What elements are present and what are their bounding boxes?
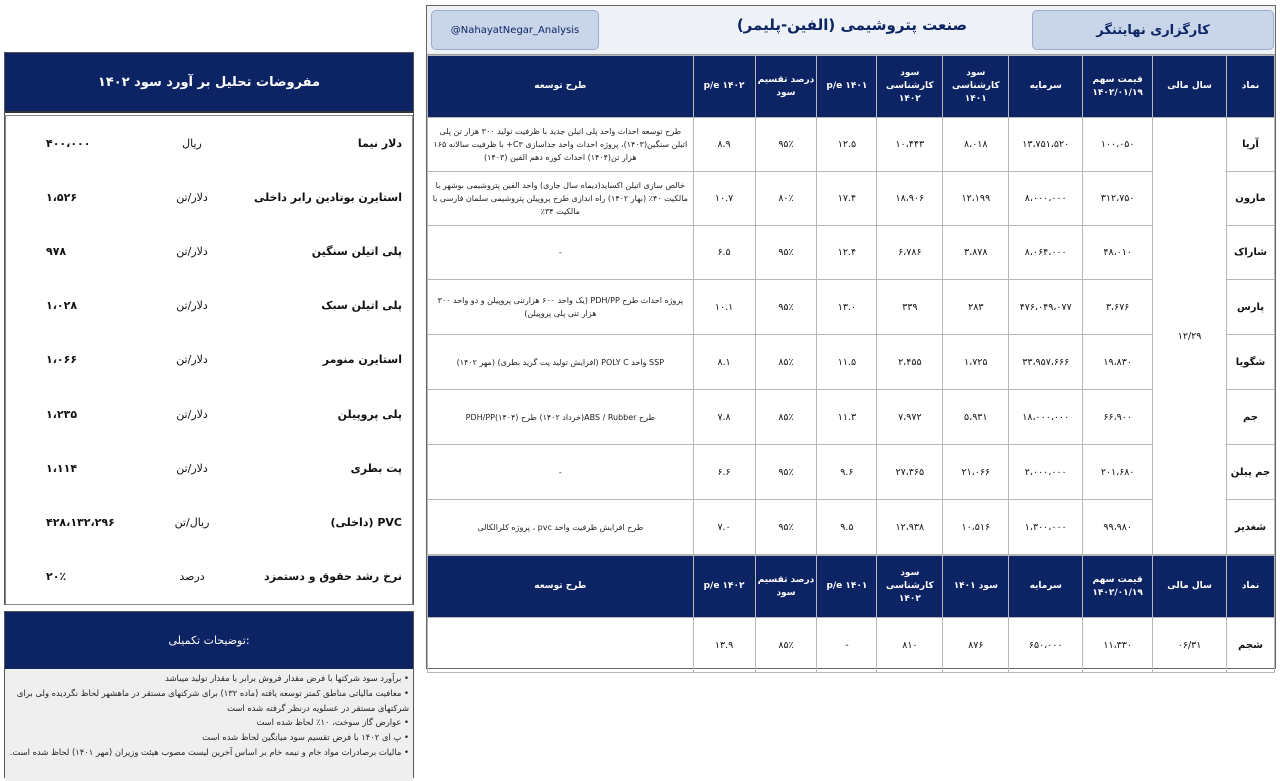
assumptions-title: مفروضات تحلیل بر آورد سود ۱۴۰۲ xyxy=(5,53,413,113)
pe1401-cell: ۱۷.۴ xyxy=(817,172,877,226)
plan-cell: SSP واحد POLY C (افزایش تولید پت گرید بطری) (مهر ۱۴۰۲) xyxy=(428,335,694,390)
capital-cell: ۸،۰۰۰،۰۰۰ xyxy=(1009,172,1083,226)
eps1402-cell: ۲،۴۵۵ xyxy=(877,335,943,390)
payout-cell: ۹۵٪ xyxy=(755,445,817,500)
note-item xyxy=(9,671,409,686)
assumption-label: دلار نیما xyxy=(357,136,402,150)
assumption-label: پلی اتیلن سبک xyxy=(321,299,402,313)
table-row xyxy=(428,500,1275,555)
table2-row xyxy=(428,618,1275,673)
note-item xyxy=(9,715,409,730)
companies-table xyxy=(427,55,1275,555)
table-row xyxy=(428,390,1275,445)
notes-list xyxy=(5,669,413,781)
plan-cell: طرح افزایش ظرفیت واحد pvc ، پروژه کلرالکالی xyxy=(428,500,694,555)
second-table xyxy=(427,555,1275,673)
assumption-row xyxy=(6,279,412,333)
assumption-row xyxy=(6,387,412,441)
table-row xyxy=(428,445,1275,500)
assumption-row xyxy=(6,550,412,604)
assumption-value: ۲۰٪ xyxy=(46,570,67,584)
pe1402-cell: ۸.۱ xyxy=(693,335,755,390)
bullet-icon: • xyxy=(401,687,409,698)
eps1401-cell: ۲۸۳ xyxy=(943,280,1009,335)
assumption-unit: ریال/تن xyxy=(174,515,210,529)
assumption-value: ۴۰۰،۰۰۰ xyxy=(46,136,91,150)
pe1401-cell: ۹.۶ xyxy=(817,445,877,500)
column-header: نماد xyxy=(1227,556,1275,618)
bullet-icon: • xyxy=(401,717,409,728)
panel-header xyxy=(427,6,1275,55)
symbol-cell[interactable]: جم پیلن xyxy=(1227,445,1275,500)
table-row xyxy=(428,118,1275,172)
capital-cell: ۱،۳۰۰،۰۰۰ xyxy=(1009,500,1083,555)
industry-panel xyxy=(426,5,1276,669)
plan-cell: طرح ABS / Rubber(خرداد ۱۴۰۲) طرح PDH/PP(۱۴۰۴) xyxy=(428,390,694,445)
assumption-row xyxy=(6,224,412,278)
price-cell: ۱۰۰،۰۵۰ xyxy=(1083,118,1153,172)
assumption-value: ۱،۰۲۸ xyxy=(46,299,78,313)
plan-cell: خالص سازی اتیلن اکساید(دیماه سال جاری) واحد الفین پتروشیمی بوشهر با مالکیت ۴۰٪ (بهار ۱۴۰۲) راه اندازی طرح پروپیلن پتروشیمی سلمان فارسی با مالکیت ۳۴٪ xyxy=(428,172,694,226)
payout-cell: ۸۰٪ xyxy=(755,172,817,226)
channel-handle[interactable]: @NahayatNegar_Analysis xyxy=(431,10,599,50)
notes-panel xyxy=(4,611,414,778)
assumption-label: PVC (داخلی) xyxy=(330,515,402,529)
assumptions-panel xyxy=(4,52,414,605)
price-cell: ۱۹،۸۳۰ xyxy=(1083,335,1153,390)
price-cell: ۱۱،۳۳۰ xyxy=(1083,618,1153,673)
assumption-unit: دلار/تن xyxy=(176,190,208,204)
assumption-unit: درصد xyxy=(179,570,205,584)
assumption-unit: دلار/تن xyxy=(176,353,208,367)
symbol-cell[interactable]: پارس xyxy=(1227,280,1275,335)
pe1402-cell: ۷.۸ xyxy=(693,390,755,445)
plan-cell: پروژه احداث طرح PDH/PP (یک واحد ۶۰۰ هزارتنی پروپیلن و دو واحد ۳۰۰ هزار تنی پلی پروپیلن) xyxy=(428,280,694,335)
plan-cell: - xyxy=(428,226,694,280)
column-header: p/e ۱۴۰۱ xyxy=(817,56,877,118)
assumption-value: ۱،۵۲۶ xyxy=(46,190,78,204)
note-text: مالیات برصادرات مواد خام و نیمه خام بر اساس آخرین لیست مصوب هیئت وزیران (مهر ۱۴۰۱) لحاظ شده است. xyxy=(9,746,402,757)
capital-cell: ۳۳،۹۵۷،۶۶۶ xyxy=(1009,335,1083,390)
column-header: سرمایه xyxy=(1009,556,1083,618)
note-item xyxy=(9,686,409,716)
pe1401-cell: ۱۲.۴ xyxy=(817,226,877,280)
pe1402-cell: ۱۰.۷ xyxy=(693,172,755,226)
assumption-label: استایرن منومر xyxy=(322,353,402,367)
payout-cell: ۸۵٪ xyxy=(755,390,817,445)
note-item xyxy=(9,745,409,760)
column-header: سال مالی xyxy=(1153,56,1227,118)
eps1401-cell: ۵،۹۳۱ xyxy=(943,390,1009,445)
symbol-cell[interactable]: آریا xyxy=(1227,118,1275,172)
eps1402-cell: ۲۷،۳۶۵ xyxy=(877,445,943,500)
assumption-label: نرخ رشد حقوق و دستمزد xyxy=(264,570,402,584)
price-cell: ۳۱۲،۷۵۰ xyxy=(1083,172,1153,226)
assumption-row xyxy=(6,170,412,224)
symbol-cell[interactable]: مارون xyxy=(1227,172,1275,226)
assumption-label: استایرن بوتادین رابر داخلی xyxy=(253,190,402,204)
price-cell: ۲۰۱،۶۸۰ xyxy=(1083,445,1153,500)
payout-cell: ۹۵٪ xyxy=(755,500,817,555)
column-header: طرح توسعه xyxy=(428,56,694,118)
price-cell: ۳،۶۷۶ xyxy=(1083,280,1153,335)
column-header: درصد تقسیم سود xyxy=(755,56,817,118)
assumption-label: پلی پروپیلن xyxy=(337,407,402,421)
eps1402-cell: ۷،۹۷۲ xyxy=(877,390,943,445)
pe1401-cell: ۱۳.۰ xyxy=(817,280,877,335)
table-row xyxy=(428,172,1275,226)
column-header: سود کارشناسی ۱۴۰۲ xyxy=(877,556,943,618)
pe1402-cell: ۶.۵ xyxy=(693,226,755,280)
assumption-unit: دلار/تن xyxy=(176,461,208,475)
table-row xyxy=(428,226,1275,280)
notes-title: توضیحات تکمیلی: xyxy=(5,612,413,669)
eps1402-cell: ۱۲،۹۳۸ xyxy=(877,500,943,555)
assumption-row xyxy=(6,495,412,549)
column-header: سود کارشناسی ۱۴۰۱ xyxy=(943,56,1009,118)
payout-cell: ۸۵٪ xyxy=(755,618,817,673)
column-header: p/e ۱۴۰۲ xyxy=(693,56,755,118)
pe1401-cell: ۱۲.۵ xyxy=(817,118,877,172)
column-header: سود ۱۴۰۱ xyxy=(943,556,1009,618)
column-header: سال مالی xyxy=(1153,556,1227,618)
bullet-icon: • xyxy=(401,673,409,683)
price-cell: ۹۹،۹۸۰ xyxy=(1083,500,1153,555)
plan-cell: - xyxy=(428,445,694,500)
pe1402-cell: ۶.۶ xyxy=(693,445,755,500)
table-row xyxy=(428,335,1275,390)
eps1401-cell: ۸،۰۱۸ xyxy=(943,118,1009,172)
column-header: سود کارشناسی ۱۴۰۲ xyxy=(877,56,943,118)
symbol-cell[interactable]: جم xyxy=(1227,390,1275,445)
pe1401-cell: ۱۱.۳ xyxy=(817,390,877,445)
eps1401-cell: ۸۷۶ xyxy=(943,618,1009,673)
column-header: درصد تقسیم سود xyxy=(755,556,817,618)
eps1401-cell: ۱۰،۵۱۶ xyxy=(943,500,1009,555)
eps1402-cell: ۱۰،۴۴۳ xyxy=(877,118,943,172)
note-text: برآورد سود شرکتها با فرض مقدار فروش برابر با مقدار تولید میباشد xyxy=(165,673,402,683)
pe1401-cell: - xyxy=(817,618,877,673)
symbol-cell[interactable]: شگویا xyxy=(1227,335,1275,390)
capital-cell: ۴۷۶،۰۴۹،۰۷۷ xyxy=(1009,280,1083,335)
eps1401-cell: ۳،۸۷۸ xyxy=(943,226,1009,280)
table2-header-row xyxy=(428,556,1275,618)
price-cell: ۶۶،۹۰۰ xyxy=(1083,390,1153,445)
assumption-row xyxy=(6,441,412,495)
pe1402-cell: ۷.۰ xyxy=(693,500,755,555)
eps1402-cell: ۳۳۹ xyxy=(877,280,943,335)
assumption-value: ۱،۲۳۵ xyxy=(46,407,78,421)
eps1401-cell: ۱۲،۱۹۹ xyxy=(943,172,1009,226)
fiscal-year-cell: ۱۲/۲۹ xyxy=(1153,118,1227,555)
symbol-cell[interactable]: شغدیر xyxy=(1227,500,1275,555)
capital-cell: ۲،۰۰۰،۰۰۰ xyxy=(1009,445,1083,500)
assumption-row xyxy=(6,116,412,170)
bullet-icon: • xyxy=(401,746,409,757)
symbol-cell[interactable]: شجم xyxy=(1227,618,1275,673)
note-text: پ ای ۱۴۰۲ با فرض تقسیم سود میانگین لحاظ شده است xyxy=(202,732,402,743)
note-text: معافیت مالیاتی مناطق کمتر توسعه یافته (ماده ۱۳۲) برای شرکتهای مستقر در ماهشهر لحاظ نگردیده ولی برای شرکتهای مستقر در عسلویه درنظر گرفته شده است xyxy=(16,687,409,713)
payout-cell: ۹۵٪ xyxy=(755,226,817,280)
page-title: صنعت پتروشیمی (الفین-پلیمر) xyxy=(736,16,968,34)
assumption-unit: دلار/تن xyxy=(176,244,208,258)
eps1402-cell: ۱۸،۹۰۶ xyxy=(877,172,943,226)
table-row xyxy=(428,280,1275,335)
assumption-value: ۱،۱۱۴ xyxy=(46,461,78,475)
pe1402-cell: ۱۳.۹ xyxy=(693,618,755,673)
pe1401-cell: ۹.۵ xyxy=(817,500,877,555)
eps1402-cell: ۶،۷۸۶ xyxy=(877,226,943,280)
capital-cell: ۶۵۰،۰۰۰ xyxy=(1009,618,1083,673)
payout-cell: ۸۵٪ xyxy=(755,335,817,390)
assumption-label: پت بطری xyxy=(350,461,402,475)
capital-cell: ۸،۰۶۴،۰۰۰ xyxy=(1009,226,1083,280)
brand-name: کارگزاری نهایتنگر xyxy=(1032,10,1274,50)
column-header: سرمایه xyxy=(1009,56,1083,118)
symbol-cell[interactable]: شاراک xyxy=(1227,226,1275,280)
assumption-value: ۴۲۸،۱۳۲،۲۹۶ xyxy=(46,515,115,529)
assumption-value: ۹۷۸ xyxy=(46,244,67,258)
assumption-unit: دلار/تن xyxy=(176,299,208,313)
note-item xyxy=(9,730,409,745)
assumption-unit: ریال xyxy=(182,136,202,150)
assumption-value: ۱،۰۶۶ xyxy=(46,353,78,367)
column-header: p/e ۱۴۰۱ xyxy=(817,556,877,618)
assumption-unit: دلار/تن xyxy=(176,407,208,421)
payout-cell: ۹۵٪ xyxy=(755,280,817,335)
capital-cell: ۱۸،۰۰۰،۰۰۰ xyxy=(1009,390,1083,445)
plan-cell xyxy=(428,618,694,673)
column-header: p/e ۱۴۰۲ xyxy=(693,556,755,618)
pe1402-cell: ۸.۹ xyxy=(693,118,755,172)
price-cell: ۴۸،۰۱۰ xyxy=(1083,226,1153,280)
bullet-icon: • xyxy=(401,732,409,743)
table-header-row xyxy=(428,56,1275,118)
column-header: طرح توسعه xyxy=(428,556,694,618)
fy-cell: ۰۶/۳۱ xyxy=(1153,618,1227,673)
column-header: نماد xyxy=(1227,56,1275,118)
eps1401-cell: ۱،۷۲۵ xyxy=(943,335,1009,390)
column-header: قیمت سهم ۱۴۰۲/۰۱/۱۹ xyxy=(1083,556,1153,618)
payout-cell: ۹۵٪ xyxy=(755,118,817,172)
eps1402-cell: ۸۱۰ xyxy=(877,618,943,673)
assumption-row xyxy=(6,333,412,387)
pe1401-cell: ۱۱.۵ xyxy=(817,335,877,390)
capital-cell: ۱۳،۷۵۱،۵۲۰ xyxy=(1009,118,1083,172)
note-text: عوارض گاز سوخت، ۱۰٪ لحاظ شده است xyxy=(256,717,402,728)
eps1401-cell: ۲۱،۰۶۶ xyxy=(943,445,1009,500)
assumptions-list xyxy=(5,115,413,605)
assumption-label: پلی اتیلن سنگین xyxy=(311,244,402,258)
plan-cell: طرح توسعه احداث واحد پلی اتیلن جدید با ظرفیت تولید ۳۰۰ هزار تن پلی اتیلن سنگین(۱۴۰۳)، پروژه احداث واحد جداسازی C۳+ با ظرفیت سالانه ۱۶۵ هزار تن(۱۴۰۴) احداث کوره دهم الفین (۱۴۰۳) xyxy=(428,118,694,172)
pe1402-cell: ۱۰.۱ xyxy=(693,280,755,335)
column-header: قیمت سهم ۱۴۰۲/۰۱/۱۹ xyxy=(1083,56,1153,118)
